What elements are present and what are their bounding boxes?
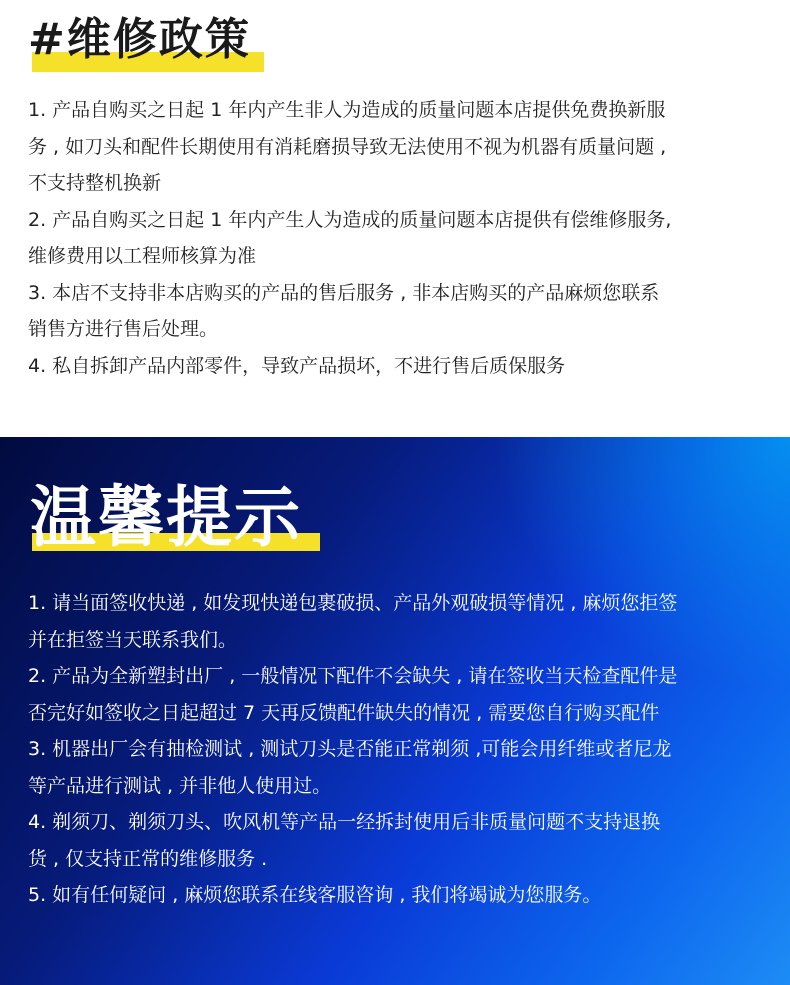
- notice-line: 5. 如有任何疑问 , 麻烦您联系在线客服咨询 , 我们将竭诚为您服务。: [28, 884, 602, 906]
- policy-line: 3. 本店不支持非本店购买的产品的售后服务 , 非本店购买的产品麻烦您联系: [28, 281, 660, 304]
- notice-line: 否完好如签收之日起超过 7 天再反馈配件缺失的情况 , 需要您自行购买配件: [28, 701, 660, 724]
- notice-line: 2. 产品为全新塑封出厂 , 一般情况下配件不会缺失 , 请在签收当天检查配件是: [28, 665, 678, 687]
- policy-line: 务 , 如刀头和配件长期使用有消耗磨损导致无法使用不视为机器有质量问题 ,: [28, 135, 667, 158]
- notice-title: 温馨提示: [30, 478, 302, 556]
- notice-heading: [30, 477, 302, 557]
- notice-line: 1. 请当面签收快递 , 如发现快递包裹破损、产品外观破损等情况 , 麻烦您拒签: [28, 592, 678, 614]
- notice-line: 4. 剃须刀、剃须刀头、吹风机等产品一经拆封使用后非质量问题不支持退换: [28, 811, 661, 833]
- notice-line: 货 , 仅支持正常的维修服务 .: [28, 847, 268, 870]
- policy-line: 销售方进行售后处理。: [28, 318, 219, 340]
- policy-line: 1. 产品自购买之日起 1 年内产生非人为造成的质量问题本店提供免费换新服: [28, 99, 666, 121]
- notice-line: 并在拒签当天联系我们。: [28, 628, 238, 651]
- repair-policy-text: [28, 92, 768, 384]
- repair-policy-section: [0, 0, 790, 437]
- notice-line: 等产品进行测试 , 并非他人使用过。: [28, 774, 332, 797]
- repair-policy-title: #维修政策: [28, 14, 251, 65]
- notice-line: 3. 机器出厂会有抽检测试 , 测试刀头是否能正常剃须 ,可能会用纤维或者尼龙: [28, 738, 672, 760]
- policy-line: 不支持整机换新: [28, 172, 162, 194]
- policy-line: 2. 产品自购买之日起 1 年内产生人为造成的质量问题本店提供有偿维修服务,: [28, 208, 672, 231]
- policy-line: 维修费用以工程师核算为准: [28, 245, 257, 267]
- notice-section: [0, 437, 790, 985]
- repair-policy-heading: [28, 10, 251, 70]
- policy-line: 4. 私自拆卸产品内部零件，导致产品损坏，不进行售后质保服务: [28, 354, 566, 377]
- notice-text: [28, 585, 778, 914]
